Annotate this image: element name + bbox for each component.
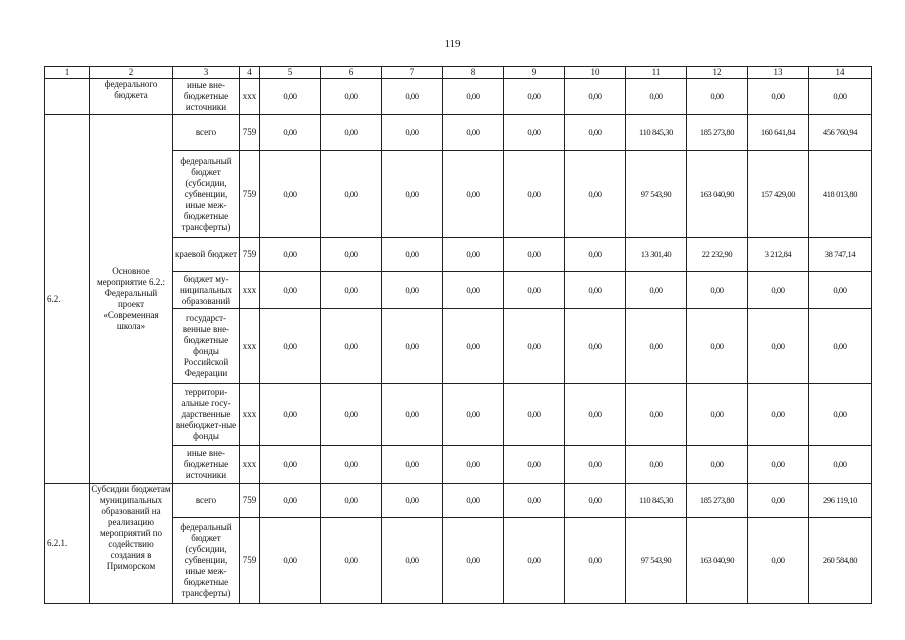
value-cell: 160 641,84 xyxy=(748,115,809,151)
value-cell: 0,00 xyxy=(626,272,687,309)
value-cell: 0,00 xyxy=(382,151,443,238)
value-cell: 296 119,10 xyxy=(809,484,872,518)
value-cell: 0,00 xyxy=(565,446,626,484)
activity-name-cell: Субсидии бюджетам муниципальных образований на реализацию мероприятий по содействию создания в Приморском xyxy=(90,484,173,604)
value-cell: 185 273,80 xyxy=(687,115,748,151)
value-cell: 0,00 xyxy=(565,151,626,238)
value-cell: 0,00 xyxy=(565,384,626,446)
header-cell: 14 xyxy=(809,67,872,79)
header-cell: 8 xyxy=(443,67,504,79)
value-cell: 38 747,14 xyxy=(809,238,872,272)
header-cell: 6 xyxy=(321,67,382,79)
value-cell: 0,00 xyxy=(687,272,748,309)
value-cell: 0,00 xyxy=(260,238,321,272)
value-cell: 0,00 xyxy=(565,238,626,272)
row-index-cell: 6.2. xyxy=(45,115,90,484)
value-cell: 0,00 xyxy=(504,115,565,151)
value-cell: 0,00 xyxy=(504,151,565,238)
page-number: 119 xyxy=(444,38,461,50)
value-cell: 418 013,80 xyxy=(809,151,872,238)
value-cell: 0,00 xyxy=(443,115,504,151)
value-cell: 0,00 xyxy=(809,384,872,446)
value-cell: 0,00 xyxy=(321,151,382,238)
code-cell: 759 xyxy=(240,115,260,151)
header-cell: 5 xyxy=(260,67,321,79)
header-cell: 4 xyxy=(240,67,260,79)
value-cell: 0,00 xyxy=(748,309,809,384)
code-cell: xxx xyxy=(240,446,260,484)
value-cell: 0,00 xyxy=(687,446,748,484)
code-cell: xxx xyxy=(240,272,260,309)
value-cell: 0,00 xyxy=(565,79,626,115)
source-cell: всего xyxy=(173,484,240,518)
header-cell: 3 xyxy=(173,67,240,79)
code-cell: xxx xyxy=(240,384,260,446)
value-cell: 0,00 xyxy=(382,384,443,446)
value-cell: 0,00 xyxy=(504,446,565,484)
value-cell: 0,00 xyxy=(321,238,382,272)
value-cell: 0,00 xyxy=(260,151,321,238)
value-cell: 0,00 xyxy=(504,238,565,272)
value-cell: 0,00 xyxy=(382,518,443,604)
source-cell: краевой бюджет xyxy=(173,238,240,272)
table-row xyxy=(45,79,872,115)
code-cell: 759 xyxy=(240,484,260,518)
value-cell: 0,00 xyxy=(443,518,504,604)
code-cell: 759 xyxy=(240,238,260,272)
value-cell: 13 301,40 xyxy=(626,238,687,272)
value-cell: 0,00 xyxy=(809,79,872,115)
value-cell: 0,00 xyxy=(565,518,626,604)
value-cell: 3 212,84 xyxy=(748,238,809,272)
value-cell: 0,00 xyxy=(443,79,504,115)
value-cell: 0,00 xyxy=(626,309,687,384)
header-cell: 1 xyxy=(45,67,90,79)
value-cell: 0,00 xyxy=(687,79,748,115)
value-cell: 110 845,30 xyxy=(626,115,687,151)
value-cell: 0,00 xyxy=(321,484,382,518)
value-cell: 0,00 xyxy=(504,384,565,446)
value-cell: 0,00 xyxy=(321,518,382,604)
code-cell: 759 xyxy=(240,151,260,238)
source-cell: государст-венные вне-бюджетные фонды Российской Федерации xyxy=(173,309,240,384)
source-cell: бюджет му-ниципальных образований xyxy=(173,272,240,309)
value-cell: 97 543,90 xyxy=(626,151,687,238)
value-cell: 0,00 xyxy=(443,384,504,446)
value-cell: 0,00 xyxy=(748,79,809,115)
value-cell: 110 845,30 xyxy=(626,484,687,518)
budget-table xyxy=(44,66,872,604)
value-cell: 0,00 xyxy=(687,384,748,446)
value-cell: 0,00 xyxy=(626,446,687,484)
source-cell: иные вне-бюджетные источники xyxy=(173,446,240,484)
row-index-cell xyxy=(45,79,90,115)
value-cell: 0,00 xyxy=(321,446,382,484)
value-cell: 0,00 xyxy=(565,115,626,151)
value-cell: 0,00 xyxy=(809,446,872,484)
value-cell: 163 040,90 xyxy=(687,151,748,238)
value-cell: 22 232,90 xyxy=(687,238,748,272)
value-cell: 185 273,80 xyxy=(687,484,748,518)
value-cell: 0,00 xyxy=(321,115,382,151)
source-cell: федеральный бюджет (субсидии, субвенции, иные меж-бюджетные трансферты) xyxy=(173,151,240,238)
value-cell: 0,00 xyxy=(443,151,504,238)
value-cell: 97 543,90 xyxy=(626,518,687,604)
table-row xyxy=(45,484,872,518)
value-cell: 0,00 xyxy=(260,272,321,309)
row-index-cell: 6.2.1. xyxy=(45,484,90,604)
code-cell: xxx xyxy=(240,309,260,384)
table-row xyxy=(45,115,872,151)
value-cell: 0,00 xyxy=(809,309,872,384)
value-cell: 0,00 xyxy=(260,309,321,384)
value-cell: 0,00 xyxy=(443,238,504,272)
source-cell: территори-альные госу-дарственные внебюджет-ные фонды xyxy=(173,384,240,446)
activity-name-cell: федерального бюджета xyxy=(90,79,173,115)
value-cell: 0,00 xyxy=(260,384,321,446)
value-cell: 0,00 xyxy=(443,446,504,484)
value-cell: 0,00 xyxy=(382,272,443,309)
value-cell: 0,00 xyxy=(382,115,443,151)
value-cell: 0,00 xyxy=(382,484,443,518)
activity-name-cell: Основное мероприятие 6.2.: Федеральный проект «Современная школа» xyxy=(90,115,173,484)
value-cell: 0,00 xyxy=(321,384,382,446)
header-row xyxy=(45,67,872,79)
value-cell: 0,00 xyxy=(260,484,321,518)
value-cell: 0,00 xyxy=(321,272,382,309)
value-cell: 0,00 xyxy=(504,518,565,604)
code-cell: xxx xyxy=(240,79,260,115)
header-cell: 12 xyxy=(687,67,748,79)
value-cell: 0,00 xyxy=(260,115,321,151)
value-cell: 0,00 xyxy=(382,79,443,115)
code-cell: 759 xyxy=(240,518,260,604)
value-cell: 0,00 xyxy=(443,309,504,384)
value-cell: 0,00 xyxy=(748,272,809,309)
source-cell: федеральный бюджет (субсидии, субвенции, иные меж-бюджетные трансферты) xyxy=(173,518,240,604)
value-cell: 0,00 xyxy=(809,272,872,309)
header-cell: 2 xyxy=(90,67,173,79)
value-cell: 0,00 xyxy=(748,518,809,604)
value-cell: 0,00 xyxy=(443,272,504,309)
value-cell: 0,00 xyxy=(321,309,382,384)
value-cell: 260 584,80 xyxy=(809,518,872,604)
value-cell: 0,00 xyxy=(260,446,321,484)
value-cell: 0,00 xyxy=(504,272,565,309)
value-cell: 0,00 xyxy=(748,446,809,484)
header-cell: 9 xyxy=(504,67,565,79)
value-cell: 0,00 xyxy=(748,484,809,518)
value-cell: 0,00 xyxy=(626,384,687,446)
value-cell: 0,00 xyxy=(504,309,565,384)
value-cell: 0,00 xyxy=(565,272,626,309)
value-cell: 0,00 xyxy=(626,79,687,115)
value-cell: 0,00 xyxy=(565,484,626,518)
value-cell: 163 040,90 xyxy=(687,518,748,604)
value-cell: 157 429,00 xyxy=(748,151,809,238)
value-cell: 456 760,94 xyxy=(809,115,872,151)
value-cell: 0,00 xyxy=(565,309,626,384)
value-cell: 0,00 xyxy=(504,79,565,115)
value-cell: 0,00 xyxy=(260,79,321,115)
value-cell: 0,00 xyxy=(504,484,565,518)
value-cell: 0,00 xyxy=(321,79,382,115)
value-cell: 0,00 xyxy=(443,484,504,518)
value-cell: 0,00 xyxy=(687,309,748,384)
value-cell: 0,00 xyxy=(382,238,443,272)
value-cell: 0,00 xyxy=(382,309,443,384)
header-cell: 7 xyxy=(382,67,443,79)
value-cell: 0,00 xyxy=(260,518,321,604)
header-cell: 10 xyxy=(565,67,626,79)
header-cell: 13 xyxy=(748,67,809,79)
source-cell: всего xyxy=(173,115,240,151)
value-cell: 0,00 xyxy=(382,446,443,484)
header-cell: 11 xyxy=(626,67,687,79)
value-cell: 0,00 xyxy=(748,384,809,446)
source-cell: иные вне-бюджетные источники xyxy=(173,79,240,115)
